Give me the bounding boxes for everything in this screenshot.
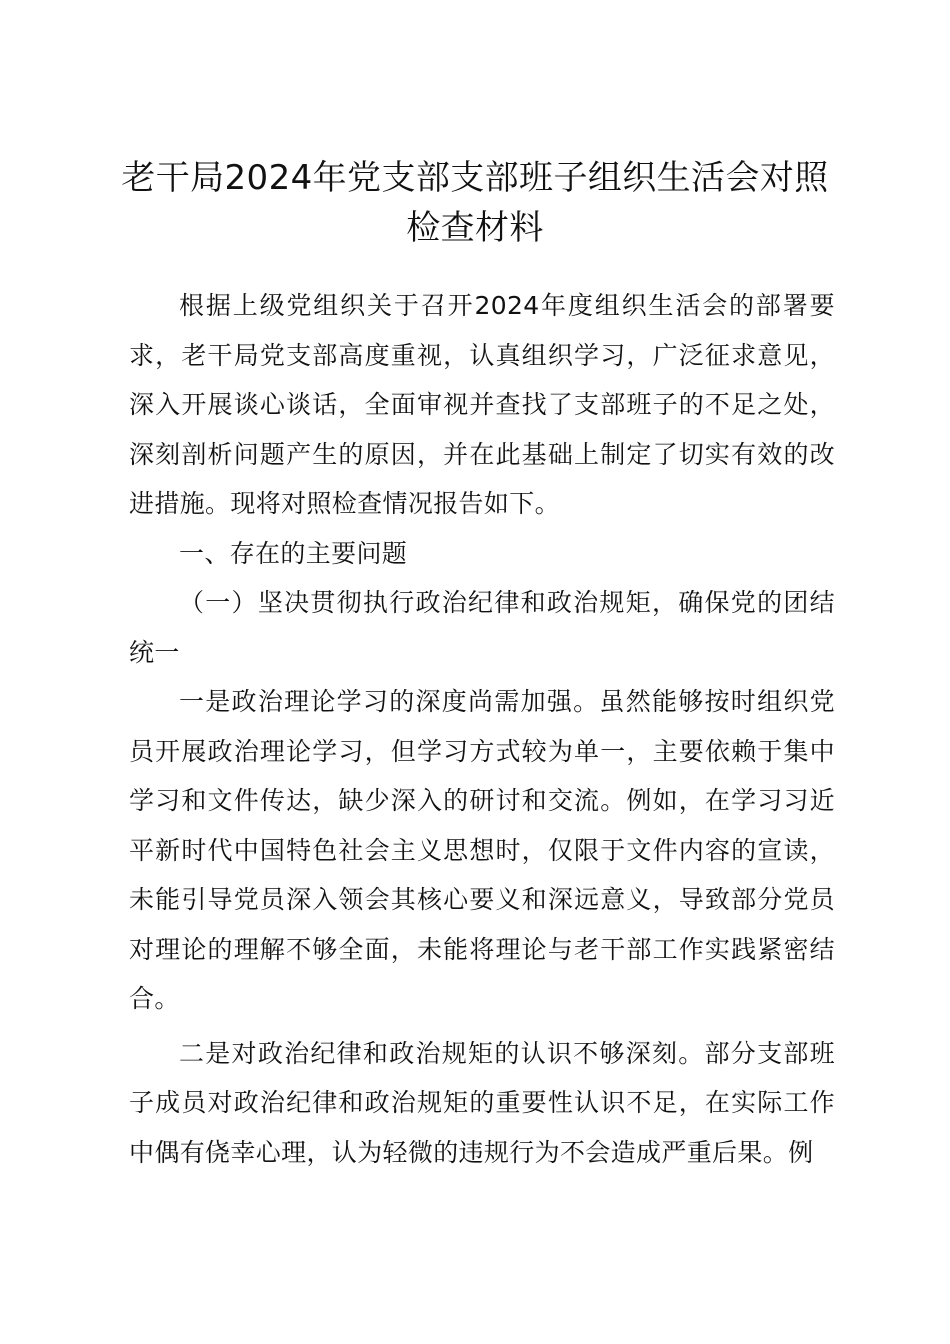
document-title: 老干局2024年党支部支部班子组织生活会对照检查材料	[121, 158, 829, 248]
body-paragraph-1: 一是政治理论学习的深度尚需加强。虽然能够按时组织党员开展政治理论学习，但学习方式较为单一，主要依赖于集中学习和文件传达，缺少深入的研讨和交流。例如，在学习习近平新时代中国特色社会主义思想时，仅限于文件内容的宣读，未能引导党员深入领会其核心要义和深远意义，导致部分党员对理论的理解不够全面，未能将理论与老干部工作实践紧密结合。	[129, 687, 835, 1013]
subsection-heading-1: （一）坚决贯彻执行政治纪律和政治规矩，确保党的团结统一	[129, 588, 835, 667]
intro-paragraph: 根据上级党组织关于召开2024年度组织生活会的部署要求，老干局党支部高度重视，认真组织学习，广泛征求意见，深入开展谈心谈话，全面审视并查找了支部班子的不足之处，深刻剖析问题产生的原因，并在此基础上制定了切实有效的改进措施。现将对照检查情况报告如下。	[129, 291, 835, 518]
body-paragraph-2: 二是对政治纪律和政治规矩的认识不够深刻。部分支部班子成员对政治纪律和政治规矩的重要性认识不足，在实际工作中偶有侥幸心理，认为轻微的违规行为不会造成严重后果。例	[129, 1038, 835, 1167]
section-heading-problems: 一、存在的主要问题	[179, 538, 408, 568]
document-body	[129, 281, 835, 1177]
